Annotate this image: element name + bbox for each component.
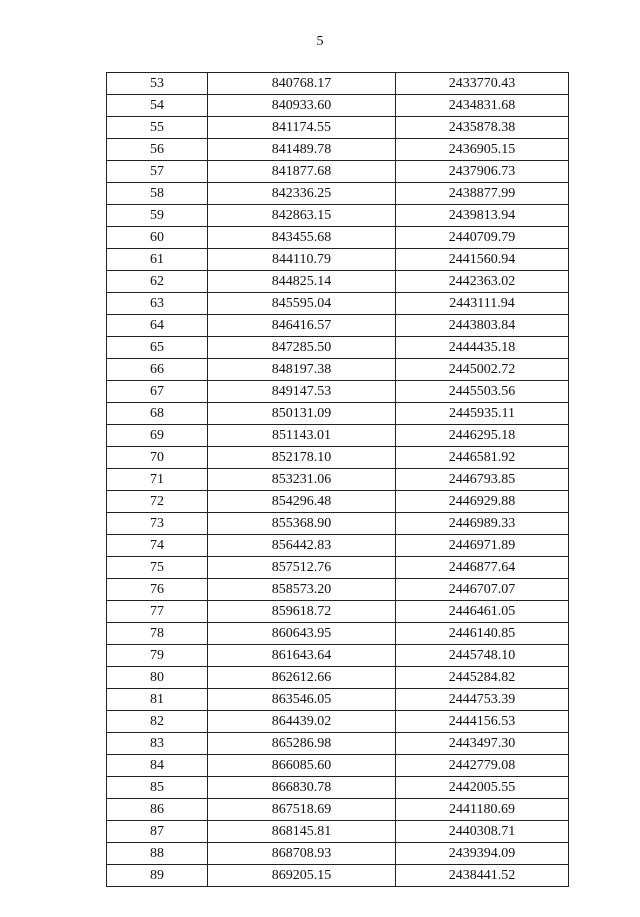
x-coordinate-cell: 868708.93 — [208, 843, 396, 865]
x-coordinate-cell: 844110.79 — [208, 249, 396, 271]
table-row — [107, 491, 569, 513]
y-coordinate-cell: 2438441.52 — [396, 865, 569, 887]
point-number-cell: 79 — [107, 645, 208, 667]
y-coordinate-cell: 2442363.02 — [396, 271, 569, 293]
y-coordinate-cell: 2444435.18 — [396, 337, 569, 359]
y-coordinate-cell: 2440308.71 — [396, 821, 569, 843]
y-coordinate-cell: 2445748.10 — [396, 645, 569, 667]
table-row — [107, 469, 569, 491]
point-number-cell: 84 — [107, 755, 208, 777]
point-number-cell: 59 — [107, 205, 208, 227]
y-coordinate-cell: 2439813.94 — [396, 205, 569, 227]
table-row — [107, 601, 569, 623]
table-row — [107, 623, 569, 645]
point-number-cell: 69 — [107, 425, 208, 447]
y-coordinate-cell: 2441560.94 — [396, 249, 569, 271]
table-row — [107, 337, 569, 359]
y-coordinate-cell: 2441180.69 — [396, 799, 569, 821]
y-coordinate-cell: 2445284.82 — [396, 667, 569, 689]
y-coordinate-cell: 2442005.55 — [396, 777, 569, 799]
x-coordinate-cell: 869205.15 — [208, 865, 396, 887]
point-number-cell: 54 — [107, 95, 208, 117]
y-coordinate-cell: 2446989.33 — [396, 513, 569, 535]
point-number-cell: 56 — [107, 139, 208, 161]
x-coordinate-cell: 866830.78 — [208, 777, 396, 799]
point-number-cell: 75 — [107, 557, 208, 579]
y-coordinate-cell: 2433770.43 — [396, 73, 569, 95]
point-number-cell: 62 — [107, 271, 208, 293]
table-row — [107, 755, 569, 777]
point-number-cell: 64 — [107, 315, 208, 337]
y-coordinate-cell: 2437906.73 — [396, 161, 569, 183]
point-number-cell: 88 — [107, 843, 208, 865]
y-coordinate-cell: 2440709.79 — [396, 227, 569, 249]
table-row — [107, 535, 569, 557]
table-row — [107, 667, 569, 689]
y-coordinate-cell: 2445002.72 — [396, 359, 569, 381]
point-number-cell: 77 — [107, 601, 208, 623]
page-number: 5 — [316, 34, 324, 49]
table-row — [107, 865, 569, 887]
point-number-cell: 74 — [107, 535, 208, 557]
table-row — [107, 315, 569, 337]
x-coordinate-cell: 842863.15 — [208, 205, 396, 227]
point-number-cell: 89 — [107, 865, 208, 887]
x-coordinate-cell: 851143.01 — [208, 425, 396, 447]
point-number-cell: 85 — [107, 777, 208, 799]
x-coordinate-cell: 846416.57 — [208, 315, 396, 337]
x-coordinate-cell: 849147.53 — [208, 381, 396, 403]
point-number-cell: 87 — [107, 821, 208, 843]
table-row — [107, 161, 569, 183]
x-coordinate-cell: 865286.98 — [208, 733, 396, 755]
table-row — [107, 117, 569, 139]
y-coordinate-cell: 2438877.99 — [396, 183, 569, 205]
table-row — [107, 513, 569, 535]
x-coordinate-cell: 848197.38 — [208, 359, 396, 381]
x-coordinate-cell: 856442.83 — [208, 535, 396, 557]
y-coordinate-cell: 2442779.08 — [396, 755, 569, 777]
x-coordinate-cell: 858573.20 — [208, 579, 396, 601]
point-number-cell: 78 — [107, 623, 208, 645]
x-coordinate-cell: 841174.55 — [208, 117, 396, 139]
point-number-cell: 57 — [107, 161, 208, 183]
x-coordinate-cell: 840933.60 — [208, 95, 396, 117]
table-row — [107, 689, 569, 711]
x-coordinate-cell: 843455.68 — [208, 227, 396, 249]
point-number-cell: 66 — [107, 359, 208, 381]
point-number-cell: 86 — [107, 799, 208, 821]
y-coordinate-cell: 2435878.38 — [396, 117, 569, 139]
x-coordinate-cell: 850131.09 — [208, 403, 396, 425]
x-coordinate-cell: 864439.02 — [208, 711, 396, 733]
point-number-cell: 65 — [107, 337, 208, 359]
x-coordinate-cell: 854296.48 — [208, 491, 396, 513]
y-coordinate-cell: 2444156.53 — [396, 711, 569, 733]
table-row — [107, 403, 569, 425]
x-coordinate-cell: 852178.10 — [208, 447, 396, 469]
table-row — [107, 579, 569, 601]
y-coordinate-cell: 2446461.05 — [396, 601, 569, 623]
x-coordinate-cell: 842336.25 — [208, 183, 396, 205]
table-row — [107, 271, 569, 293]
table-row — [107, 425, 569, 447]
point-number-cell: 80 — [107, 667, 208, 689]
x-coordinate-cell: 847285.50 — [208, 337, 396, 359]
y-coordinate-cell: 2443803.84 — [396, 315, 569, 337]
point-number-cell: 70 — [107, 447, 208, 469]
table-row — [107, 557, 569, 579]
x-coordinate-cell: 860643.95 — [208, 623, 396, 645]
point-number-cell: 81 — [107, 689, 208, 711]
table-row — [107, 777, 569, 799]
point-number-cell: 71 — [107, 469, 208, 491]
table-row — [107, 645, 569, 667]
y-coordinate-cell: 2446929.88 — [396, 491, 569, 513]
table-row — [107, 711, 569, 733]
x-coordinate-cell: 867518.69 — [208, 799, 396, 821]
coordinate-table — [106, 72, 569, 887]
table-row — [107, 73, 569, 95]
x-coordinate-cell: 855368.90 — [208, 513, 396, 535]
x-coordinate-cell: 840768.17 — [208, 73, 396, 95]
table-row — [107, 447, 569, 469]
y-coordinate-cell: 2446140.85 — [396, 623, 569, 645]
point-number-cell: 73 — [107, 513, 208, 535]
y-coordinate-cell: 2436905.15 — [396, 139, 569, 161]
y-coordinate-cell: 2434831.68 — [396, 95, 569, 117]
coordinate-table-body — [107, 73, 569, 887]
point-number-cell: 63 — [107, 293, 208, 315]
x-coordinate-cell: 861643.64 — [208, 645, 396, 667]
y-coordinate-cell: 2445503.56 — [396, 381, 569, 403]
point-number-cell: 60 — [107, 227, 208, 249]
point-number-cell: 61 — [107, 249, 208, 271]
x-coordinate-cell: 845595.04 — [208, 293, 396, 315]
table-row — [107, 205, 569, 227]
x-coordinate-cell: 844825.14 — [208, 271, 396, 293]
y-coordinate-cell: 2446707.07 — [396, 579, 569, 601]
y-coordinate-cell: 2446581.92 — [396, 447, 569, 469]
x-coordinate-cell: 862612.66 — [208, 667, 396, 689]
x-coordinate-cell: 863546.05 — [208, 689, 396, 711]
y-coordinate-cell: 2446793.85 — [396, 469, 569, 491]
x-coordinate-cell: 841489.78 — [208, 139, 396, 161]
x-coordinate-cell: 866085.60 — [208, 755, 396, 777]
x-coordinate-cell: 868145.81 — [208, 821, 396, 843]
y-coordinate-cell: 2439394.09 — [396, 843, 569, 865]
table-row — [107, 227, 569, 249]
table-row — [107, 183, 569, 205]
table-row — [107, 139, 569, 161]
table-row — [107, 843, 569, 865]
point-number-cell: 68 — [107, 403, 208, 425]
table-row — [107, 381, 569, 403]
table-row — [107, 95, 569, 117]
y-coordinate-cell: 2443497.30 — [396, 733, 569, 755]
point-number-cell: 72 — [107, 491, 208, 513]
point-number-cell: 55 — [107, 117, 208, 139]
table-row — [107, 249, 569, 271]
y-coordinate-cell: 2444753.39 — [396, 689, 569, 711]
table-row — [107, 821, 569, 843]
point-number-cell: 53 — [107, 73, 208, 95]
table-row — [107, 799, 569, 821]
x-coordinate-cell: 857512.76 — [208, 557, 396, 579]
table-row — [107, 733, 569, 755]
y-coordinate-cell: 2443111.94 — [396, 293, 569, 315]
y-coordinate-cell: 2446877.64 — [396, 557, 569, 579]
x-coordinate-cell: 859618.72 — [208, 601, 396, 623]
x-coordinate-cell: 841877.68 — [208, 161, 396, 183]
table-row — [107, 359, 569, 381]
y-coordinate-cell: 2446971.89 — [396, 535, 569, 557]
point-number-cell: 76 — [107, 579, 208, 601]
table-row — [107, 293, 569, 315]
x-coordinate-cell: 853231.06 — [208, 469, 396, 491]
point-number-cell: 58 — [107, 183, 208, 205]
point-number-cell: 82 — [107, 711, 208, 733]
y-coordinate-cell: 2445935.11 — [396, 403, 569, 425]
point-number-cell: 67 — [107, 381, 208, 403]
y-coordinate-cell: 2446295.18 — [396, 425, 569, 447]
point-number-cell: 83 — [107, 733, 208, 755]
